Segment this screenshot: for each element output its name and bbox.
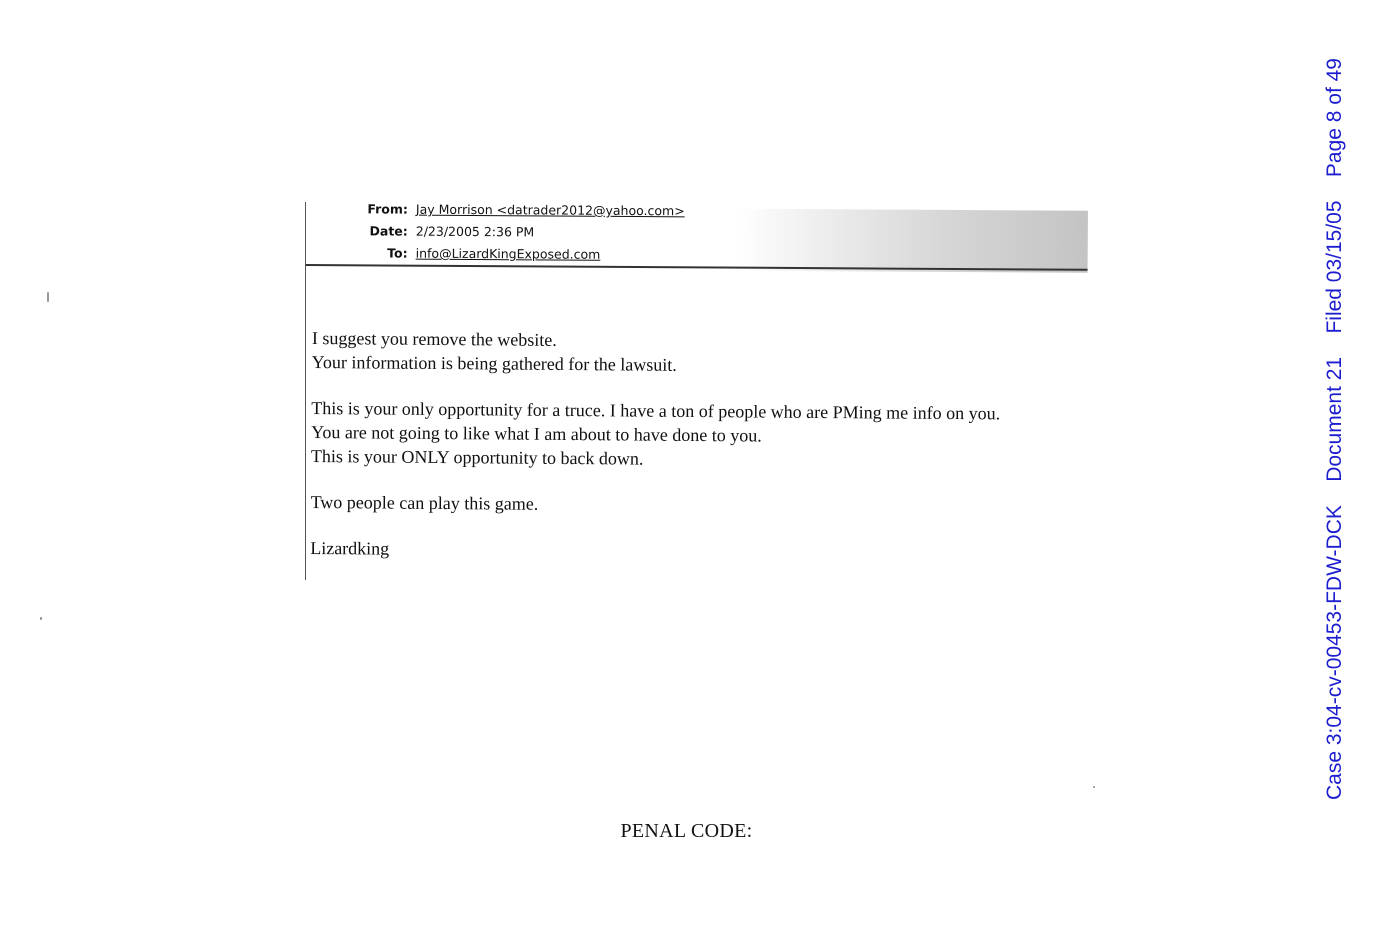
court-filing-stamp: Case 3:04-cv-00453-FDW-DCK Document 21 Filed 03/15/05 Page 8 of 49 — [1323, 58, 1346, 800]
body-line: This is your ONLY opportunity to back down. — [310, 445, 644, 469]
body-line: You are not going to like what I am about to have done to you. — [311, 421, 762, 446]
date-label: Date: — [369, 223, 408, 239]
body-line: Two people can play this game. — [310, 491, 539, 514]
header-shading — [736, 209, 1088, 273]
body-line: This is your only opportunity for a truce. I have a ton of people who are PMing me info on you. — [311, 397, 1001, 424]
email-signature: Lizardking — [310, 537, 390, 559]
from-value[interactable]: Jay Morrison <datrader2012@yahoo.com> — [415, 201, 685, 219]
email-header — [306, 198, 1088, 283]
from-label: From: — [367, 201, 408, 217]
to-value[interactable]: info@LizardKingExposed.com — [415, 245, 601, 262]
date-value: 2/23/2005 2:36 PM — [415, 223, 535, 240]
email-printout — [300, 198, 1090, 580]
to-label: To: — [387, 245, 408, 261]
scan-speck — [1093, 786, 1095, 788]
scan-speck — [40, 617, 42, 620]
body-line: Your information is being gathered for the lawsuit. — [311, 351, 677, 375]
email-body — [310, 326, 1082, 566]
scan-speck — [47, 292, 49, 302]
body-line: I suggest you remove the website. — [311, 327, 557, 350]
penal-code-label: PENAL CODE: — [620, 820, 753, 842]
